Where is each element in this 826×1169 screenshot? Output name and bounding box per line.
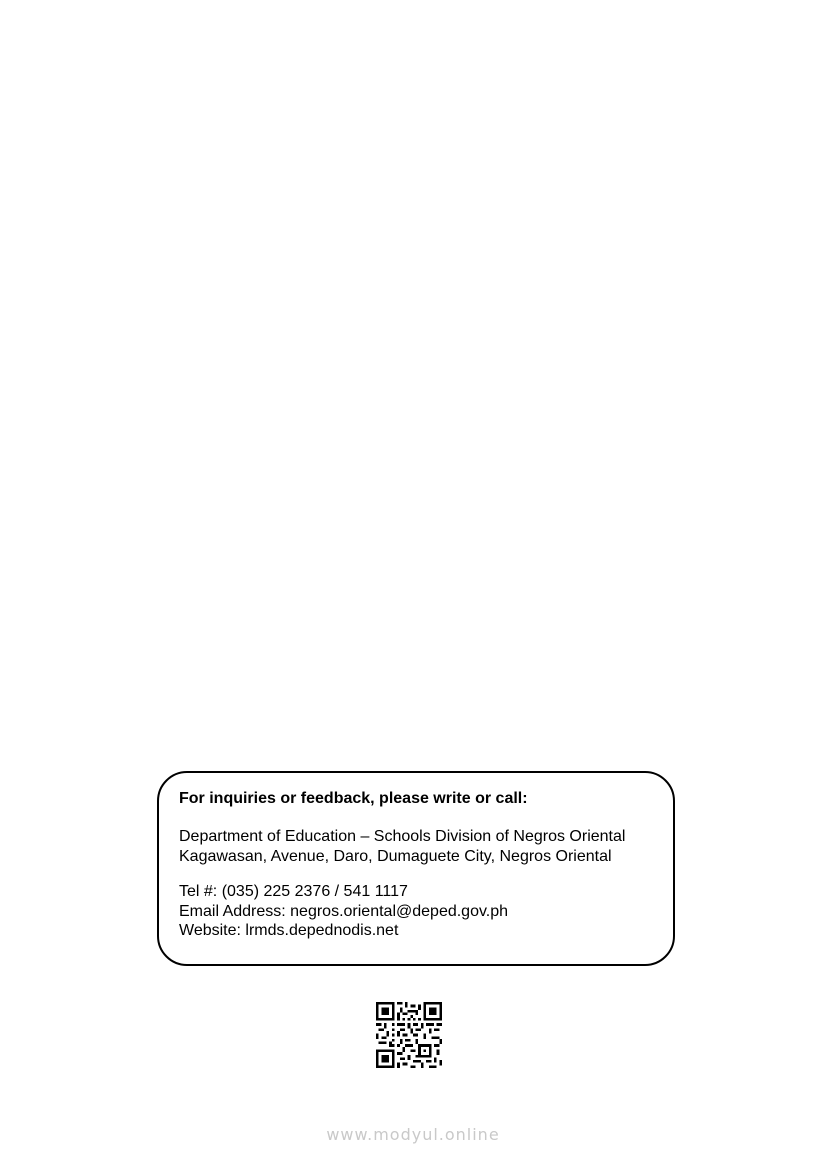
email-line: Email Address: negros.oriental@deped.gov.ph — [179, 902, 509, 920]
contact-details-block — [179, 882, 673, 941]
contact-heading: For inquiries or feedback, please write or call: — [179, 790, 528, 807]
address-block — [179, 827, 673, 866]
qr-code-icon — [376, 1002, 442, 1068]
website-line: Website: lrmds.depednodis.net — [179, 922, 399, 939]
department-line: Department of Education – Schools Division of Negros Oriental — [179, 828, 626, 845]
address-line: Kagawasan, Avenue, Daro, Dumaguete City, Negros Oriental — [179, 847, 612, 865]
contact-info-box — [157, 771, 675, 966]
tel-line: Tel #: (035) 225 2376 / 541 1117 — [179, 883, 408, 900]
watermark: www.modyul.online — [326, 1125, 500, 1144]
